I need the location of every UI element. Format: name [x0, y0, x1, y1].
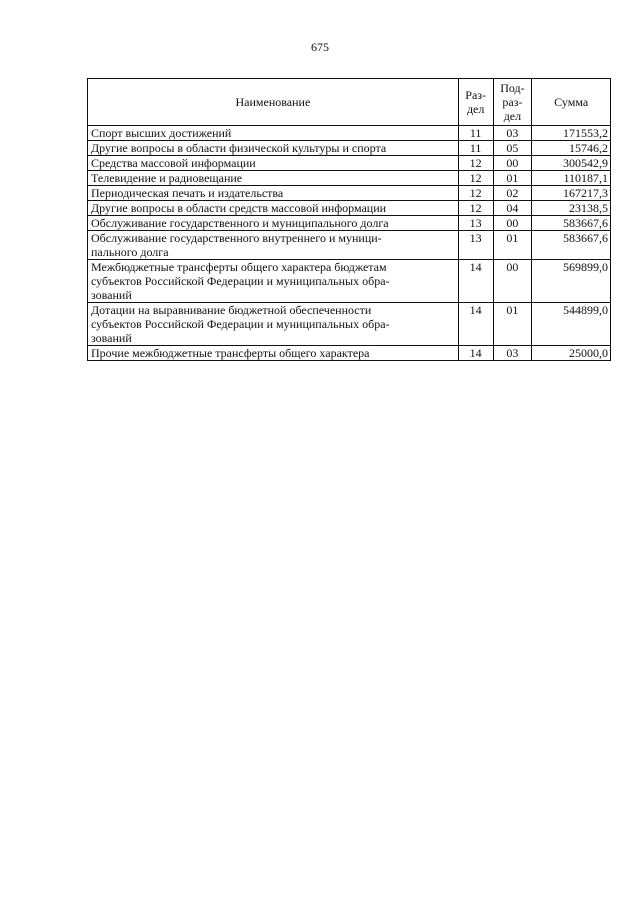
cell-name: Обслуживание государственного и муниципального долга — [88, 216, 459, 231]
cell-razdel: 13 — [458, 216, 493, 231]
cell-summa: 569899,0 — [532, 260, 611, 303]
cell-podrazdel: 03 — [493, 126, 532, 141]
cell-podrazdel: 01 — [493, 231, 532, 260]
table-row — [88, 201, 611, 216]
table-row — [88, 171, 611, 186]
cell-razdel: 13 — [458, 231, 493, 260]
cell-summa: 544899,0 — [532, 303, 611, 346]
header-podrazdel: Под- раз- дел — [493, 79, 532, 126]
cell-summa: 25000,0 — [532, 346, 611, 361]
cell-summa: 300542,9 — [532, 156, 611, 171]
cell-podrazdel: 00 — [493, 156, 532, 171]
cell-name: Средства массовой информации — [88, 156, 459, 171]
cell-summa: 583667,6 — [532, 231, 611, 260]
cell-razdel: 11 — [458, 141, 493, 156]
cell-name: Обслуживание государственного внутреннего и муници- пального долга — [88, 231, 459, 260]
cell-name: Телевидение и радиовещание — [88, 171, 459, 186]
page-number: 675 — [311, 40, 329, 54]
table-header-row — [88, 79, 611, 126]
header-razdel: Раз- дел — [458, 79, 493, 126]
cell-razdel: 12 — [458, 201, 493, 216]
cell-razdel: 14 — [458, 303, 493, 346]
header-summa: Сумма — [532, 79, 611, 126]
table-row — [88, 346, 611, 361]
cell-razdel: 11 — [458, 126, 493, 141]
table-row — [88, 126, 611, 141]
cell-name: Другие вопросы в области средств массовой информации — [88, 201, 459, 216]
cell-razdel: 12 — [458, 171, 493, 186]
table-row — [88, 186, 611, 201]
cell-podrazdel: 01 — [493, 303, 532, 346]
cell-podrazdel: 04 — [493, 201, 532, 216]
table-body — [88, 126, 611, 361]
cell-podrazdel: 03 — [493, 346, 532, 361]
cell-summa: 23138,5 — [532, 201, 611, 216]
table-row — [88, 141, 611, 156]
cell-summa: 171553,2 — [532, 126, 611, 141]
header-name: Наименование — [88, 79, 459, 126]
cell-name: Межбюджетные трансферты общего характера бюджетам субъектов Российской Федерации и муниципальных обра- зований — [88, 260, 459, 303]
cell-razdel: 12 — [458, 156, 493, 171]
cell-name: Другие вопросы в области физической культуры и спорта — [88, 141, 459, 156]
cell-summa: 583667,6 — [532, 216, 611, 231]
table-row — [88, 156, 611, 171]
budget-table — [87, 78, 611, 361]
cell-razdel: 14 — [458, 346, 493, 361]
cell-podrazdel: 02 — [493, 186, 532, 201]
cell-podrazdel: 00 — [493, 216, 532, 231]
cell-name: Спорт высших достижений — [88, 126, 459, 141]
table-row — [88, 260, 611, 303]
cell-summa: 15746,2 — [532, 141, 611, 156]
cell-podrazdel: 05 — [493, 141, 532, 156]
cell-summa: 167217,3 — [532, 186, 611, 201]
cell-podrazdel: 00 — [493, 260, 532, 303]
cell-name: Прочие межбюджетные трансферты общего характера — [88, 346, 459, 361]
cell-podrazdel: 01 — [493, 171, 532, 186]
cell-summa: 110187,1 — [532, 171, 611, 186]
cell-name: Дотации на выравнивание бюджетной обеспеченности субъектов Российской Федерации и муниципальных обра- зований — [88, 303, 459, 346]
table-row — [88, 303, 611, 346]
table-row — [88, 216, 611, 231]
cell-name: Периодическая печать и издательства — [88, 186, 459, 201]
cell-razdel: 14 — [458, 260, 493, 303]
cell-razdel: 12 — [458, 186, 493, 201]
table-row — [88, 231, 611, 260]
